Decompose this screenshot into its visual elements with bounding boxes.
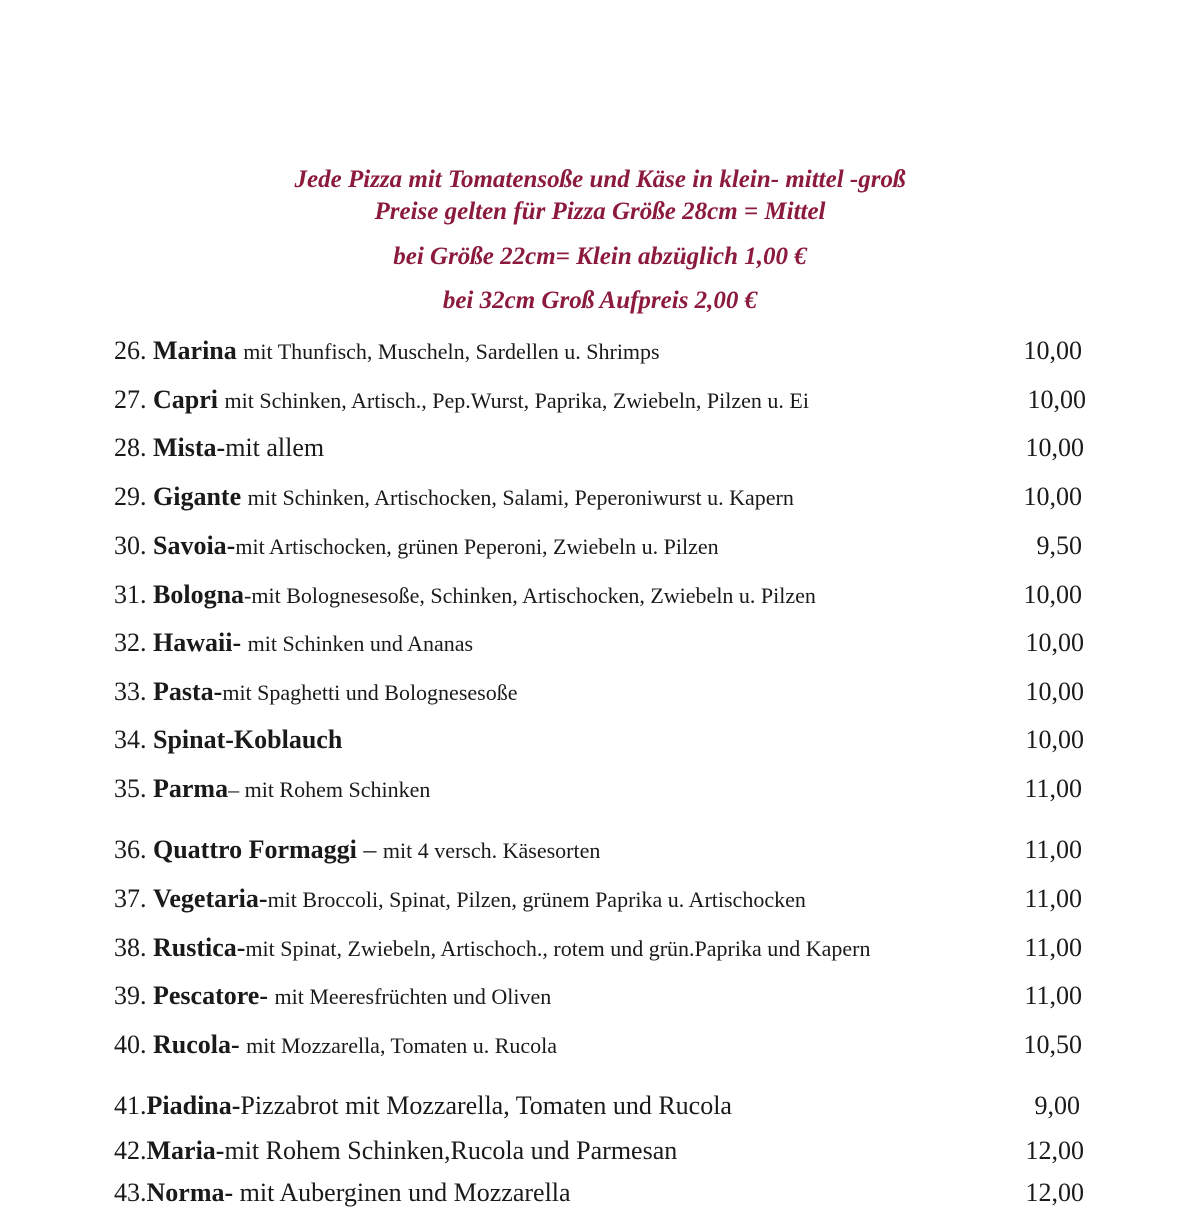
menu-item [114,884,1094,918]
item-price: 11,00 [1024,981,1082,1010]
item-description: mit Artischocken, grünen Peperoni, Zwiebeln u. Pilzen [235,534,719,559]
menu-item [114,482,1094,516]
item-price: 10,00 [1025,677,1084,706]
item-name: Vegetaria- [153,884,268,913]
item-description: mit Rohem Schinken,Rucola und Parmesan [224,1136,678,1165]
item-number: 35. [114,774,153,803]
item-number: 29. [114,482,153,511]
item-name: Quattro Formaggi [153,835,357,864]
item-name: Mista- [153,433,226,462]
item-number: 41. [114,1091,147,1120]
item-number: 42. [114,1136,147,1165]
item-number: 30. [114,531,153,560]
item-price: 11,00 [1024,835,1082,864]
menu-item [114,835,1094,869]
item-description: mit Spinat, Zwiebeln, Artischoch., rotem und grün.Paprika und Kapern [245,936,871,961]
item-price: 9,00 [1034,1091,1080,1120]
item-name: Rucola- [153,1030,240,1059]
item-description: mit Auberginen und Mozzarella [239,1178,571,1207]
item-name: Savoia- [153,531,236,560]
item-name: Bologna [153,580,245,609]
item-description: mit Schinken und Ananas [247,631,474,656]
item-description: mit Schinken, Artisch., Pep.Wurst, Paprika, Zwiebeln, Pilzen u. Ei [224,388,809,413]
item-description: mit allem [225,433,325,462]
item-number: 39. [114,981,153,1010]
item-price: 9,50 [1036,531,1082,560]
item-name: Maria- [146,1136,225,1165]
menu-item [114,1091,1094,1125]
item-separator: – [356,835,383,864]
header-line-4: bei 32cm Groß Aufpreis 2,00 € [442,287,758,314]
item-name: Pasta- [153,677,223,706]
item-price: 11,00 [1024,774,1082,803]
item-price: 10,00 [1023,482,1082,511]
item-price: 10,00 [1023,580,1082,609]
item-number: 31. [114,580,153,609]
item-separator: – [228,777,245,802]
item-price: 10,00 [1023,336,1082,365]
item-name: Rustica- [153,933,246,962]
item-description: mit Broccoli, Spinat, Pilzen, grünem Paprika u. Artischocken [267,887,806,912]
menu-item [114,531,1094,565]
item-name: Parma [153,774,229,803]
menu-item [114,933,1094,967]
item-description: mit Meeresfrüchten und Oliven [274,984,552,1009]
item-description: mit Spaghetti und Bolognesesoße [222,680,518,705]
menu-item [114,628,1094,662]
menu-item [114,677,1094,711]
item-price: 11,00 [1024,933,1082,962]
menu-item [114,725,1094,759]
item-number: 40. [114,1030,153,1059]
menu-item [114,981,1094,1015]
menu-item [114,385,1094,419]
item-price: 10,00 [1025,628,1084,657]
item-description: mit Bolognesesoße, Schinken, Artischocken, Zwiebeln u. Pilzen [251,583,816,608]
menu-item [114,1178,1094,1212]
item-number: 37. [114,884,153,913]
item-price: 10,00 [1027,385,1086,414]
item-price: 10,00 [1025,433,1084,462]
item-number: 34. [114,725,153,754]
item-number: 26. [114,336,153,365]
item-price: 12,00 [1025,1178,1084,1207]
item-number: 32. [114,628,153,657]
item-name: Norma- [146,1178,234,1207]
item-number: 27. [114,385,153,414]
item-price: 12,00 [1025,1136,1084,1165]
header-line-3: bei Größe 22cm= Klein abzüglich 1,00 € [393,243,807,270]
item-price: 10,00 [1025,725,1084,754]
header-line-2: Preise gelten für Pizza Größe 28cm = Mittel [374,198,826,225]
item-description: mit Mozzarella, Tomaten u. Rucola [246,1033,558,1058]
item-name: Piadina- [146,1091,241,1120]
item-name: Gigante [153,482,242,511]
item-name: Pescatore- [153,981,269,1010]
menu-item [114,580,1094,614]
menu-item [114,336,1094,370]
item-description: mit Thunfisch, Muscheln, Sardellen u. Shrimps [243,339,660,364]
menu-item [114,1030,1094,1064]
item-description: mit Rohem Schinken [244,777,431,802]
item-number: 33. [114,677,153,706]
item-price: 11,00 [1024,884,1082,913]
item-description: Pizzabrot mit Mozzarella, Tomaten und Rucola [240,1091,732,1120]
item-separator: - [244,583,252,608]
item-number: 43. [114,1178,147,1207]
item-number: 38. [114,933,153,962]
item-name: Hawaii- [153,628,242,657]
item-name: Capri [153,385,218,414]
item-description: mit 4 versch. Käsesorten [382,838,601,863]
menu-item [114,433,1094,467]
menu-item [114,774,1094,808]
item-name: Spinat-Koblauch [153,725,343,754]
header-line-1: Jede Pizza mit Tomatensoße und Käse in klein- mittel -groß [294,166,906,193]
item-number: 28. [114,433,153,462]
item-description: mit Schinken, Artischocken, Salami, Peperoniwurst u. Kapern [247,485,794,510]
menu-item [114,1136,1094,1170]
item-price: 10,50 [1023,1030,1082,1059]
item-number: 36. [114,835,153,864]
item-name: Marina [153,336,237,365]
